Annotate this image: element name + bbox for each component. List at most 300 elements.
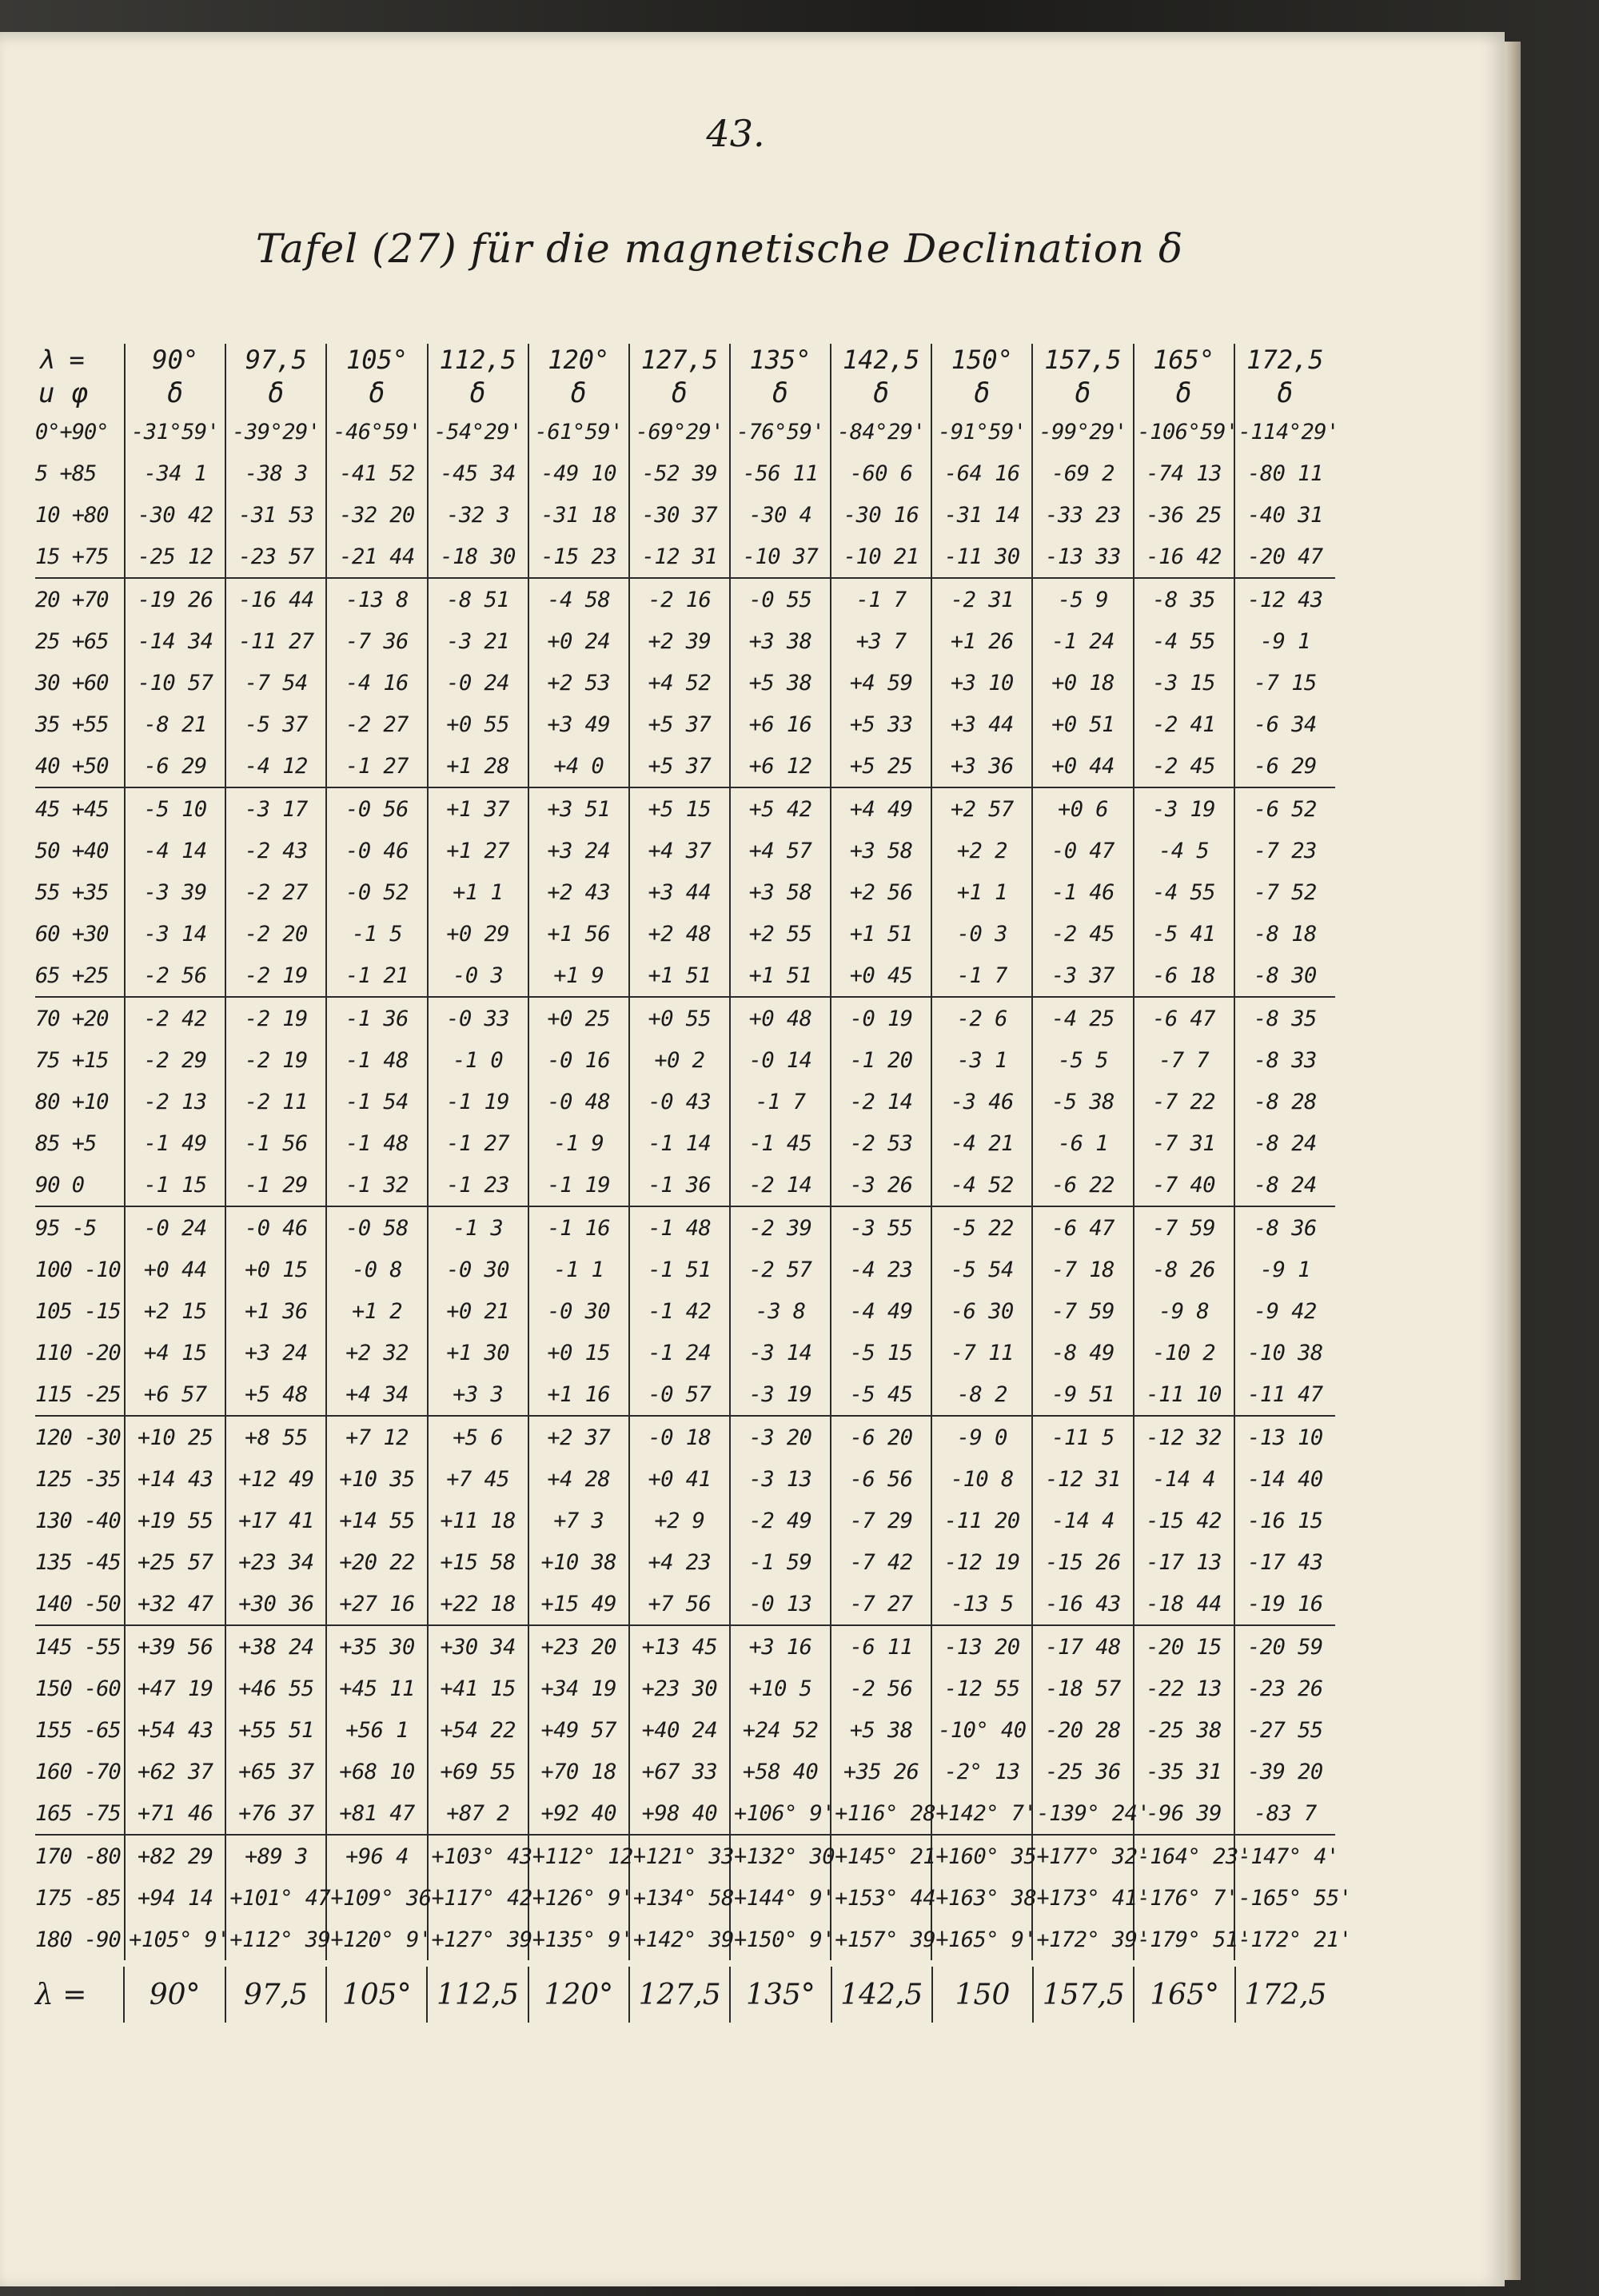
declination-value: -11 30	[931, 536, 1032, 578]
declination-value: -2 43	[225, 830, 326, 871]
declination-value: +126° 9'	[528, 1877, 629, 1919]
row-label: 50 +40	[35, 838, 109, 863]
declination-value: -2 19	[225, 955, 326, 997]
table-row	[35, 411, 1335, 452]
declination-value: -2 20	[225, 913, 326, 955]
page-number: 43.	[706, 112, 765, 155]
declination-value: -0 33	[428, 997, 528, 1039]
declination-value: -19 26	[125, 578, 225, 620]
declination-value: -0 3	[931, 913, 1032, 955]
footer-lambda-value: 172,5	[1234, 1967, 1335, 2023]
declination-value: -176° 7'	[1134, 1877, 1234, 1919]
declination-value: -0 58	[326, 1206, 427, 1249]
declination-value: -6 20	[831, 1416, 931, 1458]
table-row	[35, 871, 1335, 913]
declination-value: +3 24	[225, 1332, 326, 1373]
declination-value: -0 57	[629, 1373, 730, 1416]
declination-value: -10 38	[1234, 1332, 1335, 1373]
table-row	[35, 578, 1335, 620]
lambda-header: 105°	[326, 344, 427, 376]
declination-value: -2 14	[730, 1164, 831, 1206]
declination-value: +35 30	[326, 1625, 427, 1668]
declination-value: +150° 9'	[730, 1919, 831, 1960]
declination-value: -0 43	[629, 1081, 730, 1122]
declination-value: -69 2	[1032, 452, 1133, 494]
declination-value: +0 21	[428, 1290, 528, 1332]
declination-value: +15 58	[428, 1541, 528, 1583]
declination-value: -30 16	[831, 494, 931, 536]
declination-value: -2 41	[1134, 704, 1234, 745]
declination-value: +12 49	[225, 1458, 326, 1500]
declination-value: +69 55	[428, 1751, 528, 1792]
declination-value: -69°29'	[629, 411, 730, 452]
declination-value: +25 57	[125, 1541, 225, 1583]
declination-value: +38 24	[225, 1625, 326, 1668]
declination-value: +5 37	[629, 745, 730, 787]
row-label: 115 -25	[35, 1373, 125, 1416]
row-label: 140 -50	[35, 1583, 125, 1625]
row-label: 120 -30	[35, 1425, 121, 1450]
row-label: 40 +50	[35, 745, 125, 787]
declination-value: -1 29	[225, 1164, 326, 1206]
declination-value: -32 3	[428, 494, 528, 536]
row-label: 70 +20	[35, 1006, 109, 1031]
declination-value: +23 34	[225, 1541, 326, 1583]
declination-value: -3 14	[730, 1332, 831, 1373]
declination-value: -11 27	[225, 620, 326, 662]
declination-value: +173° 41'	[1032, 1877, 1133, 1919]
table-row	[35, 1541, 1335, 1583]
declination-value: +24 52	[730, 1709, 831, 1751]
delta-symbol: δ	[730, 376, 831, 411]
declination-value: -1 5	[326, 913, 427, 955]
declination-value: -8 36	[1234, 1206, 1335, 1249]
declination-value: +1 51	[831, 913, 931, 955]
declination-value: -1 7	[931, 955, 1032, 997]
declination-value: -172° 21'	[1234, 1919, 1335, 1960]
declination-value: +3 24	[528, 830, 629, 871]
declination-value: -14 4	[1134, 1458, 1234, 1500]
declination-value: +5 33	[831, 704, 931, 745]
declination-value: +127° 39'	[428, 1919, 528, 1960]
lambda-header: 135°	[730, 344, 831, 376]
lambda-header: 127,5	[629, 344, 730, 376]
declination-value: -7 27	[831, 1583, 931, 1625]
declination-value: +65 37	[225, 1751, 326, 1792]
declination-value: -18 44	[1134, 1583, 1234, 1625]
declination-value: -6 34	[1234, 704, 1335, 745]
declination-value: -15 42	[1134, 1500, 1234, 1541]
declination-value: -8 33	[1234, 1039, 1335, 1081]
declination-value: +112° 12'	[528, 1835, 629, 1877]
declination-value: +13 45	[629, 1625, 730, 1668]
table-row	[35, 1668, 1335, 1709]
declination-value: -25 36	[1032, 1751, 1133, 1792]
declination-value: +2 53	[528, 662, 629, 704]
table-row	[35, 955, 1335, 997]
declination-value: +54 22	[428, 1709, 528, 1751]
row-label: 45 +45	[35, 796, 109, 822]
declination-value: -15 26	[1032, 1541, 1133, 1583]
delta-symbol: δ	[528, 376, 629, 411]
declination-value: -16 15	[1234, 1500, 1335, 1541]
declination-value: -2° 13	[931, 1751, 1032, 1792]
declination-value: -1 19	[428, 1081, 528, 1122]
declination-value: -31°59'	[125, 411, 225, 452]
declination-value: +121° 33'	[629, 1835, 730, 1877]
declination-value: -10 2	[1134, 1332, 1234, 1373]
declination-value: -32 20	[326, 494, 427, 536]
declination-value: -9 8	[1134, 1290, 1234, 1332]
declination-value: -4 14	[125, 830, 225, 871]
declination-value: +35 26	[831, 1751, 931, 1792]
declination-value: -16 44	[225, 578, 326, 620]
row-label: 160 -70	[35, 1759, 121, 1784]
declination-value: -0 13	[730, 1583, 831, 1625]
declination-value: +89 3	[225, 1835, 326, 1877]
declination-value: -25 12	[125, 536, 225, 578]
declination-value: -22 13	[1134, 1668, 1234, 1709]
declination-value: +4 52	[629, 662, 730, 704]
declination-value: -1 48	[629, 1206, 730, 1249]
declination-value: -0 52	[326, 871, 427, 913]
declination-value: -6 47	[1134, 997, 1234, 1039]
row-label: 170 -80	[35, 1844, 121, 1869]
declination-value: +5 15	[629, 787, 730, 830]
declination-value: +8 55	[225, 1416, 326, 1458]
declination-value: -8 30	[1234, 955, 1335, 997]
declination-value: +2 43	[528, 871, 629, 913]
declination-value: -179° 51'	[1134, 1919, 1234, 1960]
declination-value: -1 9	[528, 1122, 629, 1164]
declination-value: -8 24	[1234, 1164, 1335, 1206]
declination-value: +160° 35'	[931, 1835, 1032, 1877]
declination-value: -6 22	[1032, 1164, 1133, 1206]
declination-value: +3 51	[528, 787, 629, 830]
declination-value: +32 47	[125, 1583, 225, 1625]
declination-value: -17 13	[1134, 1541, 1234, 1583]
footer-lambda-value: 157,5	[1032, 1967, 1133, 2023]
declination-value: -3 39	[125, 871, 225, 913]
declination-value: +23 30	[629, 1668, 730, 1709]
lambda-header: 142,5	[831, 344, 931, 376]
declination-value: -3 20	[730, 1416, 831, 1458]
table-row	[35, 1373, 1335, 1416]
declination-value: +34 19	[528, 1668, 629, 1709]
declination-value: -8 24	[1234, 1122, 1335, 1164]
declination-value: +5 38	[730, 662, 831, 704]
declination-value: -1 3	[428, 1206, 528, 1249]
declination-value: -27 55	[1234, 1709, 1335, 1751]
declination-value: +62 37	[125, 1751, 225, 1792]
row-label: 155 -65	[35, 1717, 121, 1743]
table-row	[35, 620, 1335, 662]
footer-lambda-value: 165°	[1133, 1967, 1234, 2023]
declination-value: +4 34	[326, 1373, 427, 1416]
row-label: 30 +60	[35, 670, 109, 696]
declination-value: -2 27	[326, 704, 427, 745]
declination-value: -3 15	[1134, 662, 1234, 704]
declination-value: -1 36	[326, 997, 427, 1039]
declination-value: +1 2	[326, 1290, 427, 1332]
declination-value: +116° 28'	[831, 1792, 931, 1835]
declination-value: +0 44	[1032, 745, 1133, 787]
declination-value: -56 11	[730, 452, 831, 494]
declination-value: +0 15	[225, 1249, 326, 1290]
declination-value: -23 57	[225, 536, 326, 578]
row-label: 60 +30	[35, 921, 109, 947]
declination-value: -0 14	[730, 1039, 831, 1081]
declination-value: -31 14	[931, 494, 1032, 536]
declination-value: -5 22	[931, 1206, 1032, 1249]
declination-value: -2 45	[1134, 745, 1234, 787]
declination-value: +23 20	[528, 1625, 629, 1668]
declination-value: +142° 39'	[629, 1919, 730, 1960]
declination-value: +1 30	[428, 1332, 528, 1373]
footer-lambda-label: λ =	[35, 1978, 87, 2011]
declination-value: -0 18	[629, 1416, 730, 1458]
declination-value: -2 14	[831, 1081, 931, 1122]
declination-value: +3 3	[428, 1373, 528, 1416]
declination-value: -0 24	[428, 662, 528, 704]
declination-value: +5 6	[428, 1416, 528, 1458]
declination-value: -12 55	[931, 1668, 1032, 1709]
declination-value: -30 42	[125, 494, 225, 536]
declination-value: -9 51	[1032, 1373, 1133, 1416]
declination-value: -21 44	[326, 536, 427, 578]
declination-value: -2 19	[225, 997, 326, 1039]
declination-value: -11 5	[1032, 1416, 1133, 1458]
table-row	[35, 1792, 1335, 1835]
row-label: 0°+90°	[35, 419, 109, 444]
footer-lambda-value: 105°	[325, 1967, 426, 2023]
declination-value: -4 49	[831, 1290, 931, 1332]
declination-value: -7 31	[1134, 1122, 1234, 1164]
declination-value: -4 5	[1134, 830, 1234, 871]
declination-value: +10 35	[326, 1458, 427, 1500]
declination-value: -1 36	[629, 1164, 730, 1206]
lambda-label: λ =	[38, 345, 85, 375]
declination-value: -3 8	[730, 1290, 831, 1332]
declination-value: +49 57	[528, 1709, 629, 1751]
declination-value: -1 48	[326, 1122, 427, 1164]
declination-value: -8 51	[428, 578, 528, 620]
declination-value: +3 16	[730, 1625, 831, 1668]
delta-symbol: δ	[1234, 376, 1335, 411]
declination-value: -5 45	[831, 1373, 931, 1416]
declination-value: -2 57	[730, 1249, 831, 1290]
declination-value: +0 2	[629, 1039, 730, 1081]
declination-value: +163° 38'	[931, 1877, 1032, 1919]
row-label: 100 -10	[35, 1257, 121, 1282]
row-label: 5 +85	[35, 460, 97, 486]
declination-value: +58 40	[730, 1751, 831, 1792]
declination-value: +81 47	[326, 1792, 427, 1835]
declination-value: +3 58	[831, 830, 931, 871]
declination-value: +10 25	[125, 1416, 225, 1458]
table-row	[35, 1877, 1335, 1919]
table-row	[35, 997, 1335, 1039]
declination-value: +10 5	[730, 1668, 831, 1709]
table-row	[35, 1249, 1335, 1290]
table-row	[35, 1625, 1335, 1668]
table-row	[35, 1458, 1335, 1500]
declination-value: -17 43	[1234, 1541, 1335, 1583]
declination-value: +2 48	[629, 913, 730, 955]
declination-value: -14 34	[125, 620, 225, 662]
declination-value: -52 39	[629, 452, 730, 494]
declination-value: -0 47	[1032, 830, 1133, 871]
declination-value: +7 56	[629, 1583, 730, 1625]
declination-value: +15 49	[528, 1583, 629, 1625]
declination-value: -3 55	[831, 1206, 931, 1249]
declination-value: -20 15	[1134, 1625, 1234, 1668]
declination-value: +0 15	[528, 1332, 629, 1373]
declination-value: -39°29'	[225, 411, 326, 452]
declination-value: -46°59'	[326, 411, 427, 452]
declination-value: -0 16	[528, 1039, 629, 1081]
declination-value: +20 22	[326, 1541, 427, 1583]
declination-value: -84°29'	[831, 411, 931, 452]
declination-value: -1 14	[629, 1122, 730, 1164]
declination-value: -147° 4'	[1234, 1835, 1335, 1877]
declination-value: -165° 55'	[1234, 1877, 1335, 1919]
declination-value: -80 11	[1234, 452, 1335, 494]
declination-value: -3 1	[931, 1039, 1032, 1081]
declination-value: -3 37	[1032, 955, 1133, 997]
row-label: 10 +80	[35, 502, 109, 528]
declination-value: -8 2	[931, 1373, 1032, 1416]
declination-value: +71 46	[125, 1792, 225, 1835]
declination-value: -1 59	[730, 1541, 831, 1583]
declination-value: -76°59'	[730, 411, 831, 452]
declination-value: -6 30	[931, 1290, 1032, 1332]
declination-value: +6 12	[730, 745, 831, 787]
declination-value: -18 57	[1032, 1668, 1133, 1709]
declination-value: -14 40	[1234, 1458, 1335, 1500]
declination-value: -13 10	[1234, 1416, 1335, 1458]
declination-value: -5 9	[1032, 578, 1133, 620]
declination-value: -2 19	[225, 1039, 326, 1081]
declination-value: +6 57	[125, 1373, 225, 1416]
table-row	[35, 536, 1335, 578]
lambda-header: 120°	[528, 344, 629, 376]
declination-value: +41 15	[428, 1668, 528, 1709]
declination-value: -106°59'	[1134, 411, 1234, 452]
declination-value: -4 55	[1134, 871, 1234, 913]
declination-value: -1 51	[629, 1249, 730, 1290]
declination-value: +3 36	[931, 745, 1032, 787]
declination-value: +92 40	[528, 1792, 629, 1835]
declination-value: -164° 23'	[1134, 1835, 1234, 1877]
declination-value: +2 9	[629, 1500, 730, 1541]
declination-value: +1 9	[528, 955, 629, 997]
declination-value: -5 41	[1134, 913, 1234, 955]
declination-value: -9 42	[1234, 1290, 1335, 1332]
declination-value: +145° 21'	[831, 1835, 931, 1877]
declination-value: -4 58	[528, 578, 629, 620]
declination-value: -9 0	[931, 1416, 1032, 1458]
declination-value: +56 1	[326, 1709, 427, 1751]
declination-value: -20 59	[1234, 1625, 1335, 1668]
declination-value: -2 31	[931, 578, 1032, 620]
declination-value: -6 1	[1032, 1122, 1133, 1164]
declination-value: -7 59	[1134, 1206, 1234, 1249]
declination-value: -1 19	[528, 1164, 629, 1206]
declination-value: -7 59	[1032, 1290, 1133, 1332]
declination-value: -35 31	[1134, 1751, 1234, 1792]
lambda-header: 165°	[1134, 344, 1234, 376]
declination-value: +5 37	[629, 704, 730, 745]
declination-value: +0 44	[125, 1249, 225, 1290]
declination-value: -12 32	[1134, 1416, 1234, 1458]
declination-value: -12 31	[629, 536, 730, 578]
declination-value: +3 49	[528, 704, 629, 745]
declination-value: -8 49	[1032, 1332, 1133, 1373]
declination-value: +30 34	[428, 1625, 528, 1668]
declination-value: +0 41	[629, 1458, 730, 1500]
declination-value: -0 8	[326, 1249, 427, 1290]
lambda-header: 150°	[931, 344, 1032, 376]
declination-value: -1 45	[730, 1122, 831, 1164]
declination-value: -6 29	[1234, 745, 1335, 787]
declination-value: +2 15	[125, 1290, 225, 1332]
delta-symbol: δ	[931, 376, 1032, 411]
table-row	[35, 1709, 1335, 1751]
row-label: 145 -55	[35, 1634, 121, 1660]
declination-value: -1 24	[629, 1332, 730, 1373]
row-label: 75 +15	[35, 1047, 109, 1073]
declination-value: -5 54	[931, 1249, 1032, 1290]
lambda-header-row	[35, 344, 1335, 376]
row-label: 85 +5	[35, 1130, 97, 1156]
page-title: Tafel (27) für die magnetische Declination δ	[255, 225, 1184, 272]
footer-lambda-row	[35, 1967, 1335, 2023]
declination-value: -0 30	[428, 1249, 528, 1290]
declination-value: +17 41	[225, 1500, 326, 1541]
delta-symbol: δ	[629, 376, 730, 411]
declination-value: -1 54	[326, 1081, 427, 1122]
declination-value: +27 16	[326, 1583, 427, 1625]
table-row	[35, 1206, 1335, 1249]
footer-lambda-value: 150	[931, 1967, 1032, 2023]
declination-value: -83 7	[1234, 1792, 1335, 1835]
declination-value: -16 42	[1134, 536, 1234, 578]
delta-symbol: δ	[225, 376, 326, 411]
declination-value: -0 55	[730, 578, 831, 620]
declination-value: -3 17	[225, 787, 326, 830]
declination-value: +2 57	[931, 787, 1032, 830]
declination-value: +135° 9'	[528, 1919, 629, 1960]
delta-symbol: δ	[125, 376, 225, 411]
declination-value: -74 13	[1134, 452, 1234, 494]
declination-value: -2 16	[629, 578, 730, 620]
declination-value: -1 0	[428, 1039, 528, 1081]
declination-value: -7 29	[831, 1500, 931, 1541]
declination-value: -49 10	[528, 452, 629, 494]
declination-value: +165° 9'	[931, 1919, 1032, 1960]
declination-value: -2 39	[730, 1206, 831, 1249]
declination-value: +142° 7'	[931, 1792, 1032, 1835]
declination-value: +1 26	[931, 620, 1032, 662]
declination-value: -60 6	[831, 452, 931, 494]
declination-value: -1 46	[1032, 871, 1133, 913]
declination-value: -13 20	[931, 1625, 1032, 1668]
declination-value: -11 10	[1134, 1373, 1234, 1416]
declination-value: -4 23	[831, 1249, 931, 1290]
declination-value: +144° 9'	[730, 1877, 831, 1919]
declination-value: +177° 32'	[1032, 1835, 1133, 1877]
